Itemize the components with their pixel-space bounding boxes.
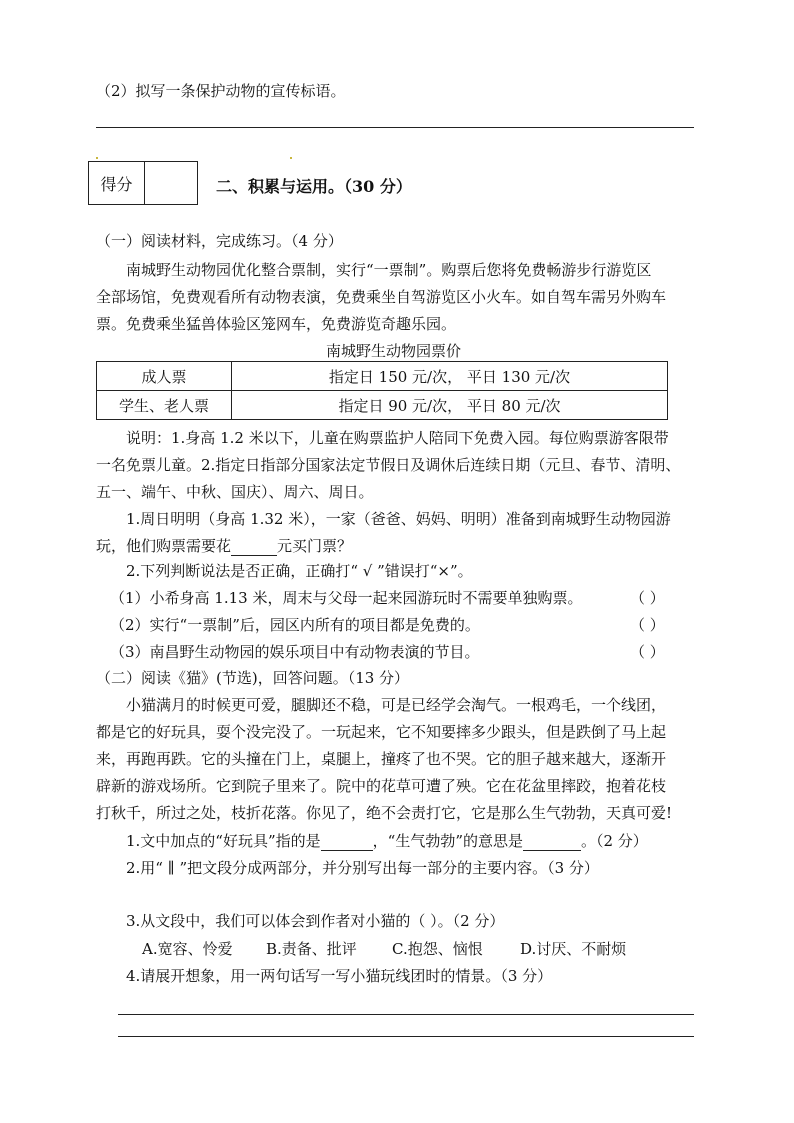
answer-line[interactable] (118, 1014, 694, 1015)
part2-heading: （二）阅读《猫》(节选)，回答问题。（13 分） (96, 669, 410, 687)
q3-options (142, 938, 626, 959)
part2-para-line: 打秋千，所过之处，枝折花落。你见了，绝不会责打它，它是那么生气勃勃，天真可爱! (96, 804, 673, 822)
score-blank[interactable] (145, 162, 197, 204)
section-title: 二、积累与运用。（30 分） (216, 177, 412, 196)
question-p2-4: 4.请展开想象，用一两句话写一写小猫玩线团时的情景。（3 分） (126, 967, 553, 985)
speck (96, 157, 98, 159)
option-a[interactable]: A.宽容、怜爱 (142, 940, 233, 958)
table-row (97, 362, 668, 391)
question-p2-3: 3.从文段中，我们可以体会到作者对小猫的（ ）。（2 分） (126, 912, 505, 930)
judgment-item: （1）小希身高 1.13 米，周末与父母一起来园游玩时不需要单独购票。 (110, 589, 583, 607)
judgment-item: （3）南昌野生动物园的娱乐项目中有动物表演的节目。 (110, 643, 480, 661)
judgment-paren[interactable]: （ ） (630, 616, 665, 634)
q-p2-1-text-c: 。（2 分） (581, 832, 648, 850)
table-title: 南城野生动物园票价 (326, 342, 462, 360)
question-2: 2.下列判断说法是否正确，正确打“ √ ”错误打“×”。 (126, 562, 473, 580)
q-p2-1-text-a: 1.文中加点的“好玩具”指的是 (126, 832, 321, 850)
price-table (96, 361, 668, 420)
option-d[interactable]: D.讨厌、不耐烦 (520, 940, 627, 958)
q1-text-b: 元买门票？ (277, 537, 353, 555)
answer-blank-toy[interactable] (321, 832, 373, 851)
option-c[interactable]: C.抱怨、恼恨 (392, 940, 483, 958)
question-1-line2 (96, 535, 352, 556)
part1-para-line: 票。免费乘坐猛兽体验区笼网车，免费游览奇趣乐园。 (96, 315, 457, 333)
part2-para-line: 辟新的游戏场所。它到院子里来了。院中的花草可遭了殃。它在花盆里摔跤，抱着花枝 (96, 777, 667, 795)
q-p2-1-text-b: ，“生气勃勃”的意思是 (372, 832, 523, 850)
answer-line-slogan (96, 127, 694, 128)
score-label: 得分 (89, 162, 145, 204)
note-line: 说明：1.身高 1.2 米以下，儿童在购票监护人陪同下免费入园。每位购票游客限带 (126, 429, 669, 447)
question-p2-2: 2.用“ ∥ ”把文段分成两部分，并分别写出每一部分的主要内容。（3 分） (126, 859, 599, 877)
ticket-price-cell: 指定日 150 元/次， 平日 130 元/次 (232, 362, 668, 391)
judgment-paren[interactable]: （ ） (630, 589, 665, 607)
part2-para-line: 小猫满月的时候更可爱，腿脚还不稳，可是已经学会淘气。一根鸡毛，一个线团， (126, 696, 667, 714)
note-line: 五一、端午、中秋、国庆）、周六、周日。 (96, 483, 374, 501)
part1-para-line: 南城野生动物园优化整合票制，实行“一票制”。购票后您将免费畅游步行游览区 (126, 261, 652, 279)
part1-heading: （一）阅读材料，完成练习。（4 分） (96, 232, 343, 250)
judgment-item: （2）实行“一票制”后，园区内所有的项目都是免费的。 (110, 616, 480, 634)
score-box (88, 161, 198, 205)
q1-answer-blank[interactable] (231, 537, 277, 556)
table-row (97, 391, 668, 420)
ticket-type-cell: 学生、老人票 (97, 391, 232, 420)
speck (290, 157, 292, 159)
part1-para-line: 全部场馆，免费观看所有动物表演，免费乘坐自驾游览区小火车。如自驾车需另外购车 (96, 288, 667, 306)
judgment-paren[interactable]: （ ） (630, 643, 665, 661)
answer-blank-meaning[interactable] (523, 832, 581, 851)
ticket-type-cell: 成人票 (97, 362, 232, 391)
note-line: 一名免票儿童。2.指定日指部分国家法定节假日及调休后连续日期（元旦、春节、清明、 (96, 456, 681, 474)
answer-line[interactable] (118, 1036, 694, 1037)
q2-slogan-prompt: （2）拟写一条保护动物的宣传标语。 (96, 82, 346, 100)
part2-para-line: 来，再跑再跌。它的头撞在门上，桌腿上，撞疼了也不哭。它的胆子越来越大，逐渐开 (96, 750, 667, 768)
part2-para-line: 都是它的好玩具，耍个没完没了。一玩起来，它不知要摔多少跟头，但是跌倒了马上起 (96, 723, 667, 741)
q1-text-a: 玩，他们购票需要花 (96, 537, 232, 555)
option-b[interactable]: B.责备、批评 (266, 940, 357, 958)
ticket-price-cell: 指定日 90 元/次， 平日 80 元/次 (232, 391, 668, 420)
question-1-line1: 1.周日明明（身高 1.32 米），一家（爸爸、妈妈、明明）准备到南城野生动物园游 (126, 510, 671, 528)
question-p2-1 (126, 830, 648, 851)
